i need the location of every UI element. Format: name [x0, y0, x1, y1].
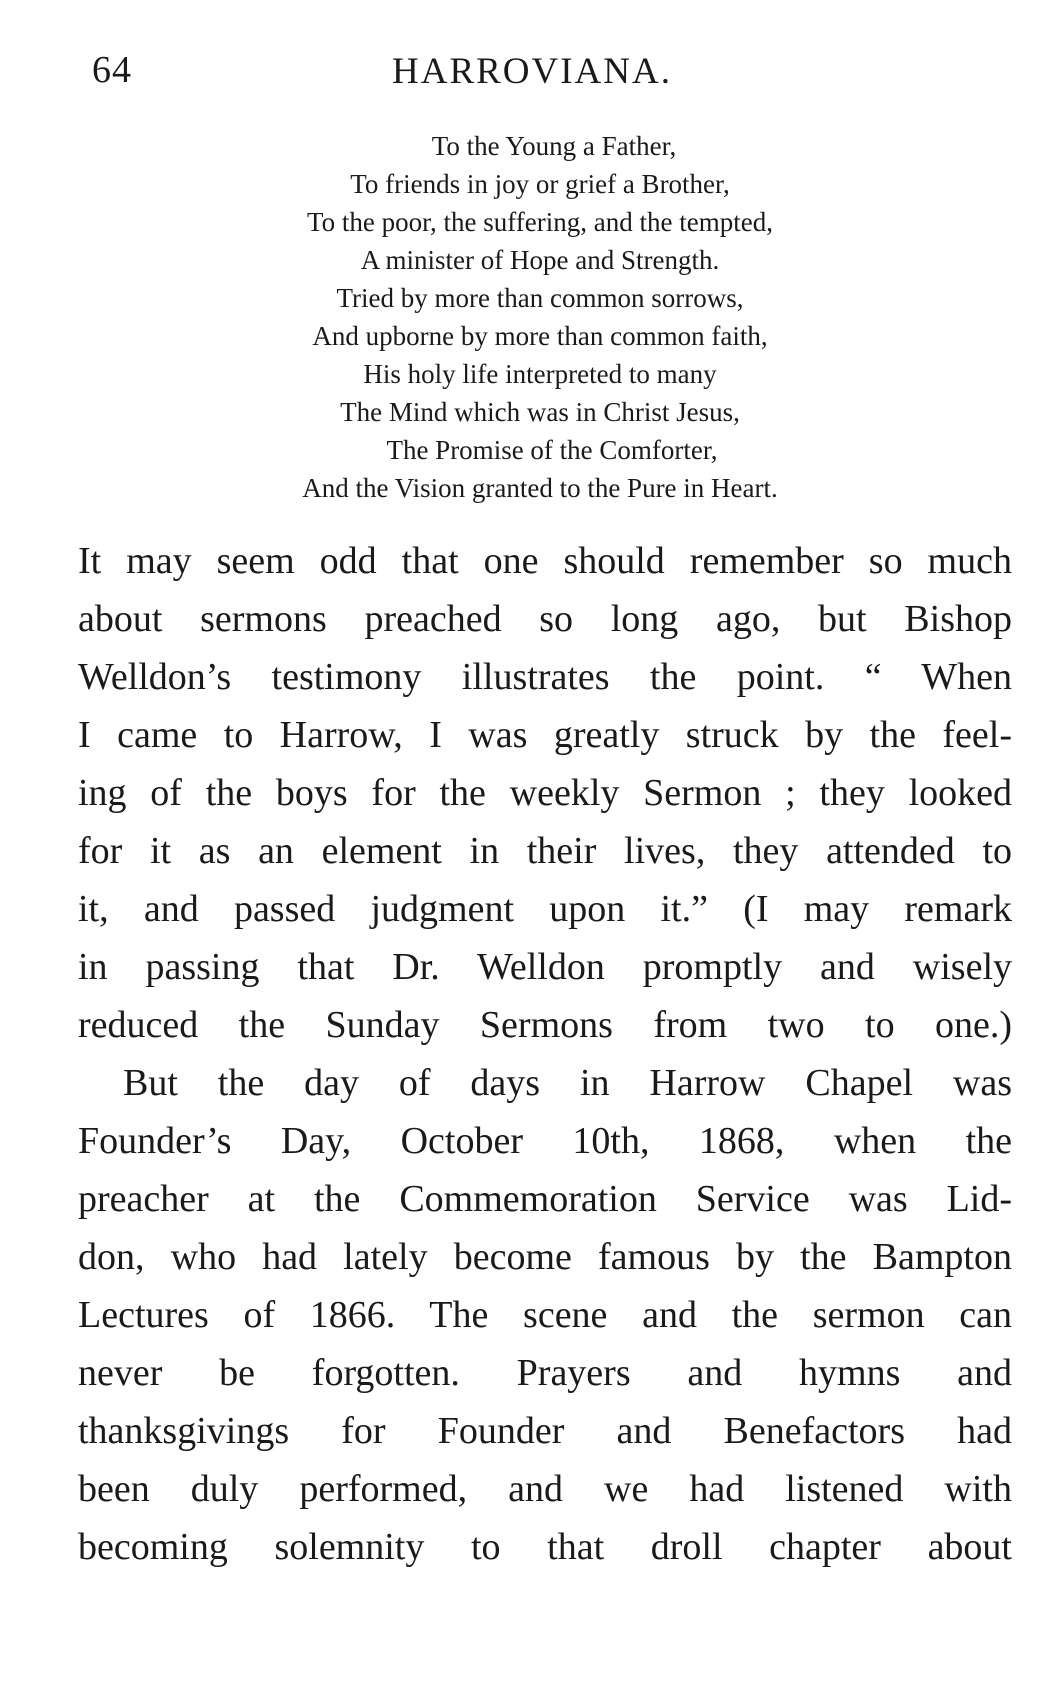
text-line: Founder’s Day, October 10th, 1868, when the	[78, 1120, 1012, 1162]
text-line: It may seem odd that one should remember so much	[78, 540, 1012, 582]
running-title: HARROVIANA.	[392, 51, 672, 92]
inscription-line: To friends in joy or grief a Brother,	[350, 169, 730, 199]
text-line: Welldon’s testimony illustrates the point. “ When	[78, 656, 1012, 698]
memorial-inscription	[160, 127, 920, 507]
text-line: been duly performed, and we had listened with	[78, 1468, 1012, 1510]
text-line: preacher at the Commemoration Service was Lid-	[78, 1178, 1012, 1220]
text-line: it, and passed judgment upon it.” (I may remark	[78, 888, 1012, 930]
paragraph-2	[78, 1054, 1012, 1576]
text-line: I came to Harrow, I was greatly struck by the feel-	[78, 714, 1012, 756]
text-line: in passing that Dr. Welldon promptly and wisely	[78, 946, 1012, 988]
text-line: thanksgivings for Founder and Benefactors had	[78, 1410, 1012, 1452]
page-number: 64	[92, 49, 132, 91]
text-line: But the day of days in Harrow Chapel was	[123, 1062, 1012, 1104]
text-line: ing of the boys for the weekly Sermon ; they looked	[78, 772, 1012, 814]
text-line: for it as an element in their lives, they attended to	[78, 830, 1012, 872]
text-line: Lectures of 1866. The scene and the sermon can	[78, 1294, 1012, 1336]
text-line: reduced the Sunday Sermons from two to one.)	[78, 1004, 1012, 1046]
text-line: about sermons preached so long ago, but Bishop	[78, 598, 1012, 640]
inscription-line: To the poor, the suffering, and the tempted,	[307, 207, 773, 237]
inscription-line: And upborne by more than common faith,	[312, 321, 768, 351]
text-line: never be forgotten. Prayers and hymns and	[78, 1352, 1012, 1394]
inscription-line: The Promise of the Comforter,	[386, 435, 718, 465]
text-line: becoming solemnity to that droll chapter about	[78, 1526, 1012, 1568]
inscription-line: The Mind which was in Christ Jesus,	[340, 397, 740, 427]
inscription-line: His holy life interpreted to many	[363, 359, 717, 389]
text-line: don, who had lately become famous by the Bampton	[78, 1236, 1012, 1278]
body-text	[78, 532, 1012, 1576]
inscription-line: A minister of Hope and Strength.	[360, 245, 720, 275]
inscription-line: And the Vision granted to the Pure in Heart.	[302, 473, 778, 503]
paragraph-1	[78, 532, 1012, 1054]
inscription-line: Tried by more than common sorrows,	[336, 283, 744, 313]
inscription-line: To the Young a Father,	[431, 131, 677, 161]
